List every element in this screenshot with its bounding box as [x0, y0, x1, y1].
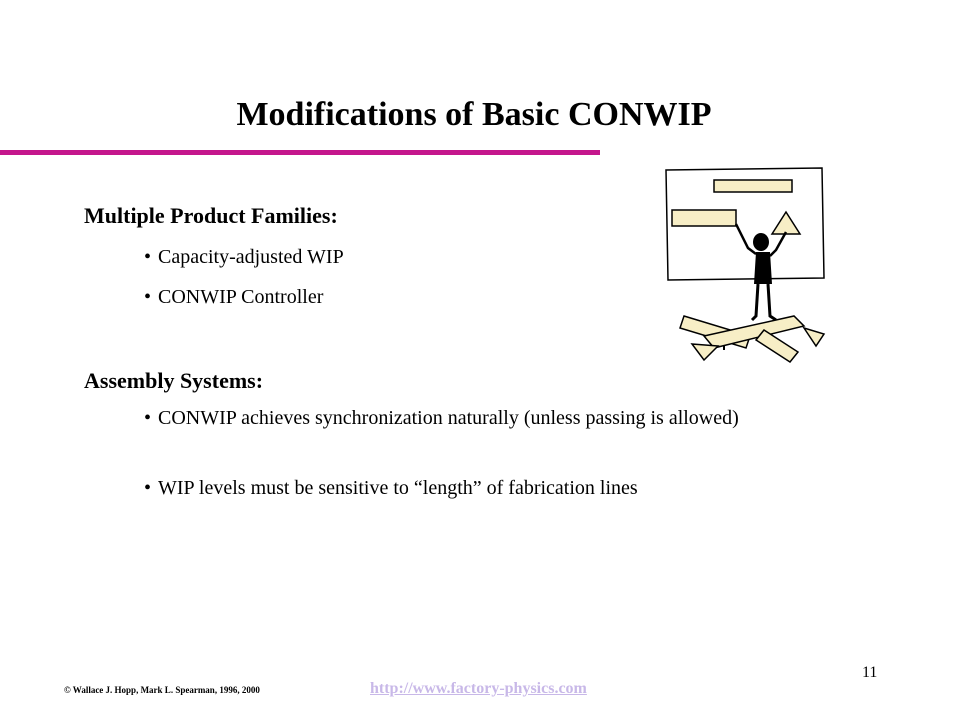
- bullet-marker: •: [144, 407, 152, 429]
- section-heading-assembly-systems: Assembly Systems:: [84, 368, 264, 393]
- bullet-item: [144, 283, 444, 312]
- bullet-item: [144, 474, 844, 503]
- bullet-text: CONWIP Controller: [158, 286, 324, 308]
- footer-url-link[interactable]: http://www.factory-physics.com: [370, 680, 587, 697]
- title-underline: [0, 150, 600, 155]
- presenter-clipart-icon: [664, 166, 834, 366]
- bullet-marker: •: [144, 246, 152, 268]
- bullet-text: CONWIP achieves synchronization naturally (unless passing is allowed): [158, 407, 739, 429]
- section-heading-product-families: Multiple Product Families:: [84, 203, 338, 228]
- bullet-marker: •: [144, 286, 152, 308]
- slide-title: Modifications of Basic CONWIP: [236, 96, 712, 133]
- bullet-marker: •: [144, 477, 152, 499]
- bullet-text: Capacity-adjusted WIP: [158, 246, 344, 268]
- page-number: 11: [862, 664, 878, 681]
- bullet-item: [144, 404, 844, 433]
- bullet-item: [144, 243, 444, 272]
- bullet-text: WIP levels must be sensitive to “length” of fabrication lines: [158, 477, 638, 499]
- copyright-text: © Wallace J. Hopp, Mark L. Spearman, 1996, 2000: [64, 685, 260, 695]
